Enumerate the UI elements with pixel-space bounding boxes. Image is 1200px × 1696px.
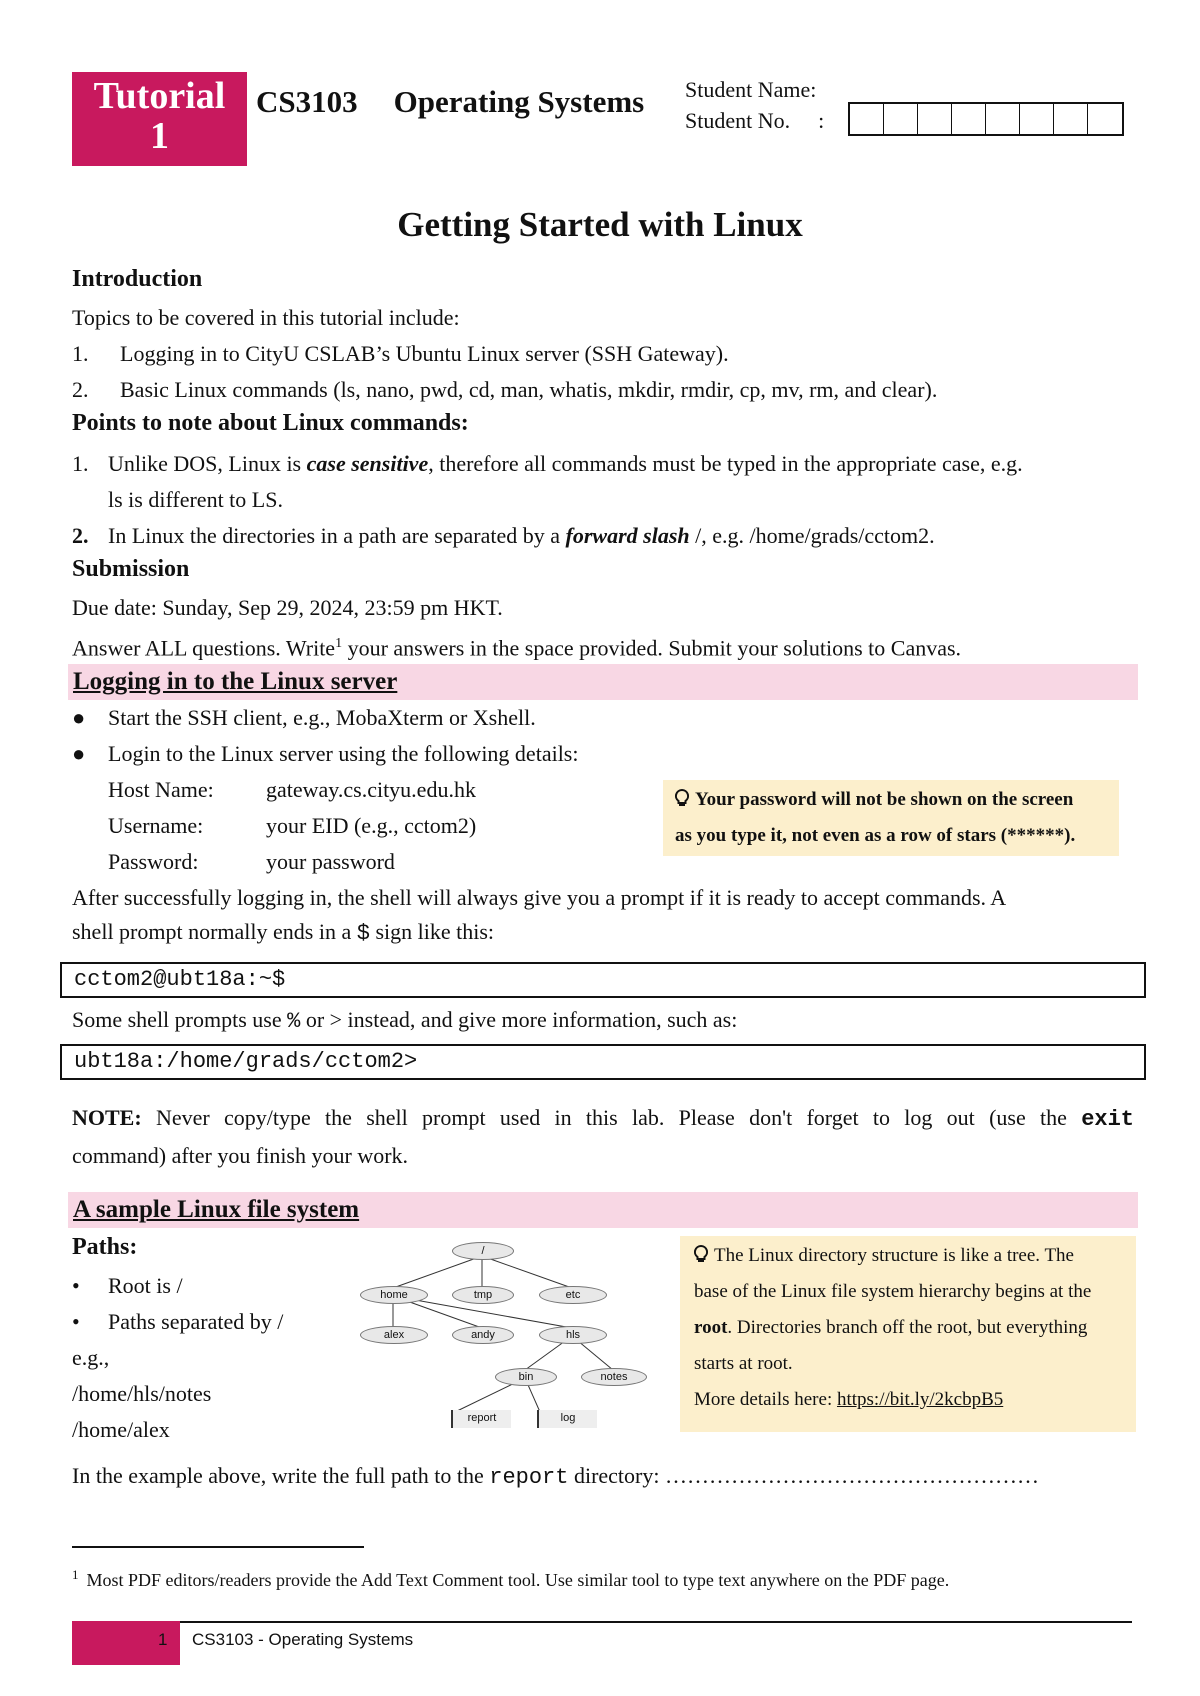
footnote-rule xyxy=(72,1546,364,1548)
footnote: $^1$ Most PDF editors/readers provide the Add Text Comment tool. Use similar tool to type text anywhere on the PDF page. xyxy=(72,1567,950,1590)
tutorial-badge xyxy=(72,72,247,166)
section-filesystem-title: A sample Linux file system xyxy=(73,1196,360,1223)
student-no-cell[interactable] xyxy=(884,104,918,134)
user-row: Username: your EID (e.g., cctom2) xyxy=(108,813,477,838)
tutorial-badge-line1: Tutorial xyxy=(93,75,226,117)
student-name-label: Student Name: xyxy=(685,77,817,102)
tree-node-hls: hls xyxy=(539,1326,607,1344)
login-bullet-2: ● Login to the Linux server using the following details: xyxy=(72,741,579,766)
student-no-cell[interactable] xyxy=(918,104,952,134)
more-details-link[interactable]: https://bit.ly/2kcbpB5 xyxy=(836,1389,1004,1410)
tree-node-report: report xyxy=(451,1410,511,1428)
filesystem-tip-line3: root. Directories branch off the root, but everything xyxy=(694,1317,1088,1338)
tree-node-andy: andy xyxy=(452,1326,514,1344)
points-item-2: 2. In Linux the directories in a path are separated by a forward slash /, e.g. /home/grads/cctom2. xyxy=(72,523,935,548)
tree-node-etc: etc xyxy=(539,1286,607,1304)
paths-example-1: /home/hls/notes xyxy=(72,1381,212,1406)
after-login-line2: shell prompt normally ends in a $ sign like this: xyxy=(72,919,494,946)
section-login xyxy=(68,664,1138,700)
tree-node-tmp: tmp xyxy=(452,1286,514,1304)
student-no-cell[interactable] xyxy=(1088,104,1122,134)
tree-node-alex: alex xyxy=(360,1326,428,1344)
points-item-1: 1. Unlike DOS, Linux is case sensitive, therefore all commands must be typed in the appropriate case, e.g. xyxy=(72,451,1023,476)
points-heading: Points to note about Linux commands: xyxy=(72,410,469,436)
tree-node-bin: bin xyxy=(495,1368,557,1386)
filesystem-tip-line1: The Linux directory structure is like a tree. The xyxy=(694,1238,1126,1274)
password-tip-line2: as you type it, not even as a row of stars (******). xyxy=(675,825,1076,846)
lightbulb-icon xyxy=(694,1245,708,1263)
submission-heading: Submission xyxy=(72,556,190,582)
intro-lead: Topics to be covered in this tutorial include: xyxy=(72,305,460,330)
course-name: Operating Systems xyxy=(393,84,645,119)
note-line2: command) after you finish your work. xyxy=(72,1143,409,1168)
due-date: Due date: Sunday, Sep 29, 2024, 23:59 pm HKT. xyxy=(72,595,503,620)
filesystem-tip-line4: starts at root. xyxy=(694,1353,793,1374)
student-no-grid[interactable] xyxy=(848,102,1124,136)
intro-heading: Introduction xyxy=(72,266,203,292)
filesystem-tip-more: More details here: https://bit.ly/2kcbpB5 xyxy=(694,1389,1004,1410)
filesystem-tip-line2: base of the Linux file system hierarchy begins at the xyxy=(694,1281,1092,1302)
page-title: Getting Started with Linux xyxy=(397,205,803,244)
password-tip xyxy=(663,780,1119,856)
host-row: Host Name: gateway.cs.cityu.edu.hk xyxy=(108,777,476,802)
after-login-line1: After successfully logging in, the shell will always give you a prompt if it is ready to accept commands. A xyxy=(72,885,1007,910)
intro-item-2: 2. Basic Linux commands (ls, nano, pwd, cd, man, whatis, mkdir, rmdir, cp, mv, rm, and clear). xyxy=(72,377,938,402)
prompt-example-1: cctom2@ubt18a:~$ xyxy=(60,962,1146,998)
footer-rule xyxy=(180,1621,1132,1623)
student-no-label: Student No. : xyxy=(685,108,825,133)
points-item-1-cont: ls is different to LS. xyxy=(108,487,283,512)
section-login-title: Logging in to the Linux server xyxy=(73,668,398,695)
student-no-cell[interactable] xyxy=(952,104,986,134)
some-prompts-text: Some shell prompts use % or > instead, and give more information, such as: xyxy=(72,1007,738,1034)
paths-eg: e.g., xyxy=(72,1345,110,1370)
intro-item-1: 1. Logging in to CityU CSLAB’s Ubuntu Linux server (SSH Gateway). xyxy=(72,341,729,366)
footer-label: CS3103 - Operating Systems xyxy=(192,1630,414,1649)
student-no-cell[interactable] xyxy=(1020,104,1054,134)
answer-instructions: Answer ALL questions. Write$^1$ your answers in the space provided. Submit your solutions to Canvas. xyxy=(72,635,962,661)
filesystem-tip xyxy=(680,1236,1136,1432)
student-labels xyxy=(685,74,824,136)
tutorial-badge-line2: 1 xyxy=(150,115,169,157)
tree-node-notes: notes xyxy=(581,1368,647,1386)
report-question: In the example above, write the full path to the report directory: …………………………………………… xyxy=(72,1463,1039,1490)
course-heading xyxy=(256,84,644,120)
paths-bullet-1: • Root is / xyxy=(72,1273,183,1298)
prompt-example-2: ubt18a:/home/grads/cctom2> xyxy=(60,1044,1146,1080)
note-line1: NOTE: Never copy/type the shell prompt used in this lab. Please don't forget to log out (use the exit xyxy=(72,1105,1134,1132)
student-no-cell[interactable] xyxy=(986,104,1020,134)
student-no-cell[interactable] xyxy=(1054,104,1088,134)
tree-node-root: / xyxy=(452,1242,514,1260)
paths-bullet-2: • Paths separated by / xyxy=(72,1309,284,1334)
paths-heading: Paths: xyxy=(72,1234,138,1260)
paths-example-2: /home/alex xyxy=(72,1417,170,1442)
lightbulb-icon xyxy=(675,789,689,807)
password-tip-line1: Your password will not be shown on the screen xyxy=(675,782,1119,818)
page-number: 1 xyxy=(158,1630,168,1649)
filesystem-tree xyxy=(355,1236,655,1436)
student-no-cell[interactable] xyxy=(850,104,884,134)
tree-node-log: log xyxy=(537,1410,597,1428)
tree-node-home: home xyxy=(360,1286,428,1304)
login-bullet-1: ● Start the SSH client, e.g., MobaXterm or Xshell. xyxy=(72,705,536,730)
section-filesystem xyxy=(68,1192,1138,1228)
pass-row: Password: your password xyxy=(108,849,395,874)
course-code: CS3103 xyxy=(256,84,358,119)
